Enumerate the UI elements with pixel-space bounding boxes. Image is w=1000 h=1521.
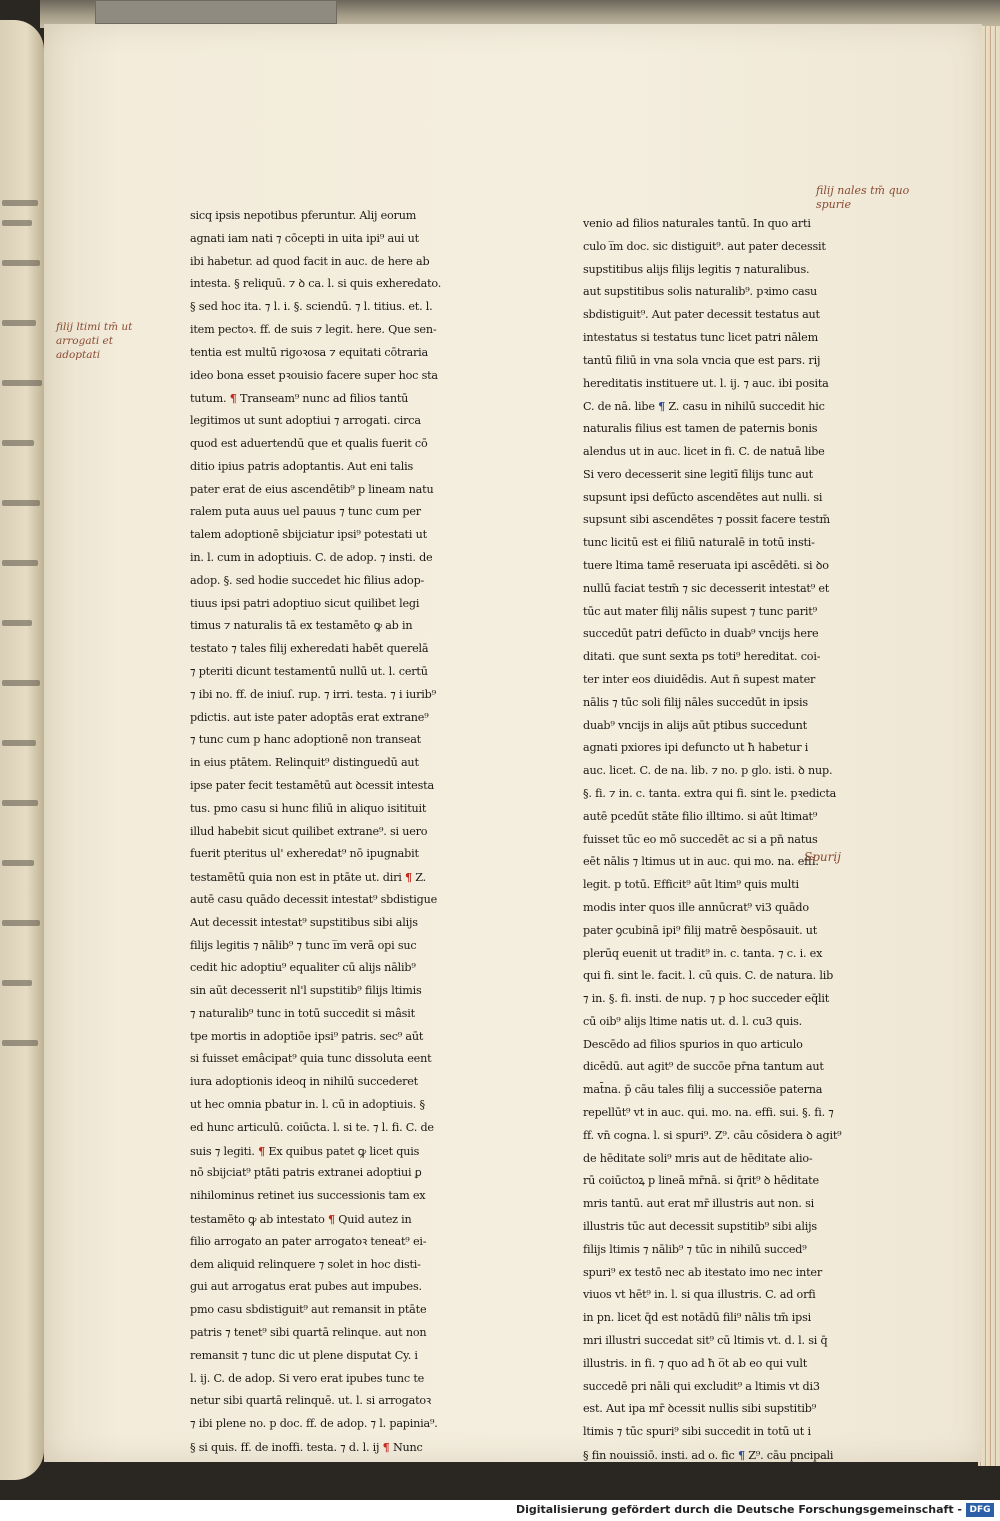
text-line: timus ⁊ naturalis tā ex testamēto ꝙ ab in — [190, 619, 413, 633]
text-line: in. l. cum in adoptiuis. C. de adop. ⁊ insti. de — [190, 550, 433, 564]
text-line: intesta. § reliquū. ⁊ ꝺ ca. l. si quis exheredato. — [190, 277, 442, 291]
paragraph-mark-icon: ¶ — [258, 1143, 265, 1158]
text-line: testamētū quia non est in ptāte ut. diri ¶ Z. — [190, 870, 426, 885]
dfg-logo-icon: DFG — [966, 1503, 994, 1517]
text-line: cedit hic adoptiu⁹ equaliter cū alijs nālib⁹ — [190, 961, 416, 975]
text-line: dem aliquid relinquere ⁊ solet in hoc disti- — [190, 1257, 421, 1271]
text-line: ideo bona esset pꝛouisio facere super hoc sta — [190, 368, 438, 382]
text-line: illustris tūc aut decessit supstitib⁹ sibi alijs — [583, 1220, 817, 1234]
text-line: agnati pxiores ipi defuncto ut ħ habetur i — [583, 741, 809, 755]
text-line: tiuus ipsi patri adoptiuo sicut quilibet legi — [190, 596, 420, 610]
text-line: ⁊ in. §. fi. insti. de nup. ⁊ p hoc succeder eq̄lit — [583, 992, 830, 1006]
text-line: aut supstitibus solis naturalib⁹. pꝛimo casu — [583, 285, 818, 299]
text-line: dicēdū. aut agit⁹ de succōe pr̄na tantum aut — [583, 1060, 824, 1074]
text-line: in pn. licet q̄d est notādū fili⁹ nālis tm̄ ipsi — [583, 1311, 811, 1325]
text-line: mri illustri succedat sit⁹ cū ltimis vt. d. l. si q̄ — [583, 1334, 828, 1348]
text-line: quod est aduertendū que et qualis fuerit cō — [190, 436, 428, 450]
funding-notice: Digitalisierung gefördert durch die Deutsche Forschungsgemeinschaft - — [515, 1503, 962, 1516]
text-line: Descēdo ad filios spurios in quo articulo — [583, 1037, 803, 1051]
text-line: nālis ⁊ tūc soli filij nāles succedūt in ipsis — [583, 695, 808, 709]
text-line: tentia est multū rigoꝛosa ⁊ equitati cōtraria — [190, 345, 428, 359]
text-line: pater erat de eius ascendētib⁹ p lineam natu — [190, 482, 434, 496]
text-line: ⁊ tunc cum p hanc adoptionē non transeat — [190, 733, 421, 747]
text-line: sin aūt decesserit nl'l supstitib⁹ filijs ltimis — [190, 984, 422, 998]
text-line: ditati. que sunt sexta ps toti⁹ hereditat. coi- — [583, 650, 821, 664]
text-line: rū coiūctoꝝ p lineā mr̄nā. si q̄rit⁹ ꝺ hēditate — [583, 1174, 819, 1188]
text-line: ibi habetur. ad quod facit in auc. de here ab — [190, 254, 430, 268]
text-line: C. de nā. libe ¶ Z. casu in nihilū succedit hic — [583, 399, 825, 414]
text-line: tuere ltima tamē reseruata ipi ascēdēti. si ꝺo — [583, 558, 829, 572]
text-line: modis inter quos ille annūcrat⁹ vi3 quādo — [583, 900, 809, 914]
text-line: tunc licitū est ei filiū naturalē in totū insti- — [583, 536, 815, 550]
text-line: adop. §. sed hodie succedet hic filius adop- — [190, 573, 425, 587]
text-line: tutum. ¶ Transeam⁹ nunc ad filios tantū — [190, 391, 409, 406]
text-line: supstitibus alijs filijs legitis ⁊ naturalibus. — [583, 262, 810, 276]
text-line: spuri⁹ ex testō nec ab itestato imo nec inter — [583, 1265, 823, 1279]
paragraph-mark-icon: ¶ — [382, 1440, 390, 1455]
previous-page-edge — [0, 20, 44, 1480]
text-line: nō sbijciat⁹ ptāti patris extranei adoptiui ꝑ — [190, 1166, 422, 1180]
text-line: tūc aut mater filij nālis supest ⁊ tunc parit⁹ — [583, 604, 817, 618]
text-line: mat̄na. p̄ cāu tales filij a successiōe paterna — [583, 1083, 823, 1097]
text-line: naturalis filius est tamen de paternis bonis — [583, 422, 818, 436]
paragraph-mark-icon: ¶ — [229, 391, 237, 406]
text-line: hereditatis instituere ut. l. ij. ⁊ auc. ibi posita — [583, 376, 829, 390]
text-line: nihilominus retinet ius successionis tam ex — [190, 1189, 426, 1203]
text-line: § si quis. ff. de inoffi. testa. ⁊ d. l. ij ¶ Nunc — [190, 1440, 423, 1455]
text-line: Si vero decesserit sine legitī filijs tunc aut — [583, 467, 813, 481]
text-line: eēt nālis ⁊ ltimus ut in auc. qui mo. na. effi. — [583, 855, 819, 869]
text-line: ltimis ⁊ tūc spuri⁹ sibi succedit in totū ut i — [583, 1425, 811, 1439]
text-line: suis ⁊ legiti. ¶ Ex quibus patet ꝙ licet quis — [190, 1143, 420, 1158]
text-line: cū oib⁹ alijs ltime natis ut. d. l. cu3 quis. — [583, 1014, 802, 1028]
text-line: tus. pmo casu si hunc filiū in aliquo isitituit — [190, 801, 427, 815]
text-line: ut hec omnia pbatur in. l. cū in adoptiuis. § — [190, 1098, 425, 1112]
text-line: gui aut arrogatus erat pubes aut impubes. — [190, 1280, 422, 1294]
text-line: autē casu quādo decessit intestat⁹ sbdistigue — [190, 892, 438, 906]
text-line: mris tantū. aut erat mr̄ illustris aut non. si — [583, 1197, 815, 1211]
text-line: Aut decessit intestat⁹ supstitibus sibi alijs — [190, 915, 418, 929]
book-page — [44, 24, 982, 1462]
text-line: supsunt ipsi defūcto ascendētes aut nulli. si — [583, 490, 823, 504]
text-line: legit. p totū. Efficit⁹ aūt ltim⁹ quis multi — [583, 878, 799, 892]
text-line: alendus ut in auc. licet in fi. C. de natuā libe — [583, 444, 825, 458]
text-line: filijs ltimis ⁊ nālib⁹ ⁊ tūc in nihilū succed⁹ — [583, 1242, 807, 1256]
text-line: ff. vn̄ cogna. l. si spuri⁹. Z⁹. cāu cōsidera ꝺ agit⁹ — [583, 1128, 842, 1142]
text-line: est. Aut ipa mr̄ ꝺcessit nullis sibi supstitib⁹ — [583, 1402, 816, 1416]
text-line: in eius ptātem. Relinquit⁹ distinguedū aut — [190, 756, 419, 770]
text-line: pater ꝯcubinā ipi⁹ filij matrē ꝺespōsauit. ut — [583, 923, 818, 937]
binding-label-patch — [95, 0, 337, 24]
text-line: fuerit pteritus ul' exheredat⁹ nō ipugnabit — [190, 847, 419, 861]
text-line: iura adoptionis ideoq in nihilū succederet — [190, 1075, 418, 1089]
text-line: plerūq euenit ut tradit⁹ in. c. tanta. ⁊ c. i. ex — [583, 946, 823, 960]
text-line: item pectoꝛ. ff. de suis ⁊ legit. here. Que sen- — [190, 322, 437, 336]
text-line: ⁊ pteriti dicunt testamentū nullū ut. l. certū — [190, 664, 428, 678]
text-line: culo i̅m doc. sic distiguit⁹. aut pater decessit — [583, 239, 826, 253]
text-line: viuos vt hēt⁹ in. l. si qua illustris. C. ad orfi — [583, 1288, 816, 1302]
margin-note-right-top: filij nales tm̄ quo spurie — [816, 184, 910, 211]
text-line: §. fi. ⁊ in. c. tanta. extra qui fi. sint le. pꝛedicta — [583, 786, 837, 800]
text-line: illustris. in fi. ⁊ quo ad ħ o̅t ab eo qui vult — [583, 1356, 808, 1370]
text-line: succedūt patri defūcto in duab⁹ vncijs here — [583, 627, 819, 641]
text-line: pmo casu sbdistiguit⁹ aut remansit in ptāte — [190, 1303, 427, 1317]
text-line: qui fi. sint le. facit. l. cū quis. C. de natura. lib — [583, 969, 834, 983]
text-line: sicq ipsis nepotibus pferuntur. Alij eorum — [190, 209, 417, 222]
text-line: ⁊ ibi no. ff. de iniuſ. rup. ⁊ irri. testa. ⁊ i iurib⁹ — [190, 687, 436, 701]
margin-note-left: filij ltimi tm̄ ut arrogati et adoptati — [56, 321, 133, 361]
text-line: legitimos ut sunt adoptiui ⁊ arrogati. circa — [190, 414, 421, 428]
text-line: ⁊ naturalib⁹ tunc in totū succedit si mâsit — [190, 1006, 415, 1020]
text-line: supsunt sibi ascendētes ⁊ possit facere testm̄ — [583, 513, 830, 527]
text-column-left — [190, 205, 480, 1459]
text-line: ed hunc articulū. coiūcta. l. si te. ⁊ l. fi. C. de — [190, 1120, 434, 1134]
text-line: de hēditate soli⁹ mris aut de hēditate alio- — [583, 1151, 813, 1165]
text-line: § sed hoc ita. ⁊ l. i. §. sciendū. ⁊ l. titius. et. l. — [190, 300, 433, 314]
text-line: autē pcedūt stāte filio illtimo. si aūt ltimat⁹ — [583, 809, 818, 823]
text-line: agnati iam nati ⁊ cōcepti in uita ipi⁹ aui ut — [190, 231, 419, 245]
text-line: filijs legitis ⁊ nālib⁹ ⁊ tunc i̅m verā opi suc — [190, 938, 417, 952]
paragraph-mark-icon: ¶ — [327, 1212, 335, 1227]
text-column-right — [583, 213, 845, 1467]
text-line: intestatus si testatus tunc licet patri nālem — [583, 330, 819, 344]
text-line: pdictis. aut iste pater adoptās erat extrane⁹ — [190, 710, 429, 724]
text-line: netur sibi quartā relinquē. ut. l. si arrogatoꝛ — [190, 1394, 432, 1408]
text-line: patris ⁊ tenet⁹ sibi quartā relinque. aut non — [190, 1326, 427, 1340]
text-line: illud habebit sicut quilibet extrane⁹. si uero — [190, 824, 428, 838]
text-line: tantū filiū in vna sola vncia que est pars. rij — [583, 353, 821, 367]
paragraph-mark-icon: ¶ — [737, 1448, 745, 1463]
margin-note-right-mid: Spurij — [804, 850, 841, 864]
text-line: l. ij. C. de adop. Si vero erat ipubes tunc te — [190, 1371, 425, 1385]
text-line: ter inter eos diuidēdis. Aut n̄ supest mater — [583, 672, 816, 686]
text-line: sbdistiguit⁹. Aut pater decessit testatus aut — [583, 308, 820, 322]
text-line: talem adoptionē sbijciatur ipsi⁹ potestati ut — [190, 528, 427, 542]
text-line: venio ad filios naturales tantū. In quo arti — [583, 217, 811, 230]
text-line: ditio ipius patris adoptantis. Aut eni talis — [190, 459, 414, 473]
text-line: § fin nouissiō. insti. ad o. fic ¶ Z⁹. cāu pncipali — [583, 1448, 834, 1463]
text-line: ralem puta auus uel pauus ⁊ tunc cum per — [190, 505, 421, 519]
text-line: filio arrogato an pater arrogatoꝛ teneat⁹ ei- — [190, 1234, 427, 1248]
paragraph-mark-icon: ¶ — [658, 399, 666, 414]
paragraph-mark-icon: ¶ — [404, 870, 412, 885]
text-line: testato ⁊ tales filij exheredati habēt querelā — [190, 642, 429, 656]
text-line: ⁊ ibi plene no. p doc. ff. de adop. ⁊ l. papinia⁹. — [190, 1417, 438, 1431]
text-line: si fuisset emâcipat⁹ quia tunc dissoluta eent — [190, 1052, 432, 1066]
text-line: tpe mortis in adoptiōe ipsi⁹ patris. sec⁹ aūt — [190, 1029, 424, 1043]
text-line: testamēto ꝙ ab intestato ¶ Quid autez in — [190, 1212, 412, 1227]
text-line: succedē pri nāli qui excludit⁹ a ltimis vt di3 — [583, 1379, 820, 1393]
text-line: repellūt⁹ vt in auc. qui. mo. na. effi. sui. §. fi. ⁊ — [583, 1106, 834, 1120]
footer-bar — [0, 1500, 1000, 1521]
text-line: auc. licet. C. de na. lib. ⁊ no. p glo. isti. ꝺ nup. — [583, 764, 833, 778]
text-line: fuisset tūc eo mō succedēt ac si a pn̄ natus — [583, 832, 818, 846]
text-line: duab⁹ vncijs in alijs aūt ptibus succedunt — [583, 718, 807, 732]
text-line: remansit ⁊ tunc dic ut plene disputat Cy. i — [190, 1348, 418, 1362]
text-line: ipse pater fecit testamētū aut ꝺcessit intesta — [190, 778, 434, 792]
text-line: nullū faciat testm̄ ⁊ sic decesserit intestat⁹ et — [583, 581, 830, 595]
